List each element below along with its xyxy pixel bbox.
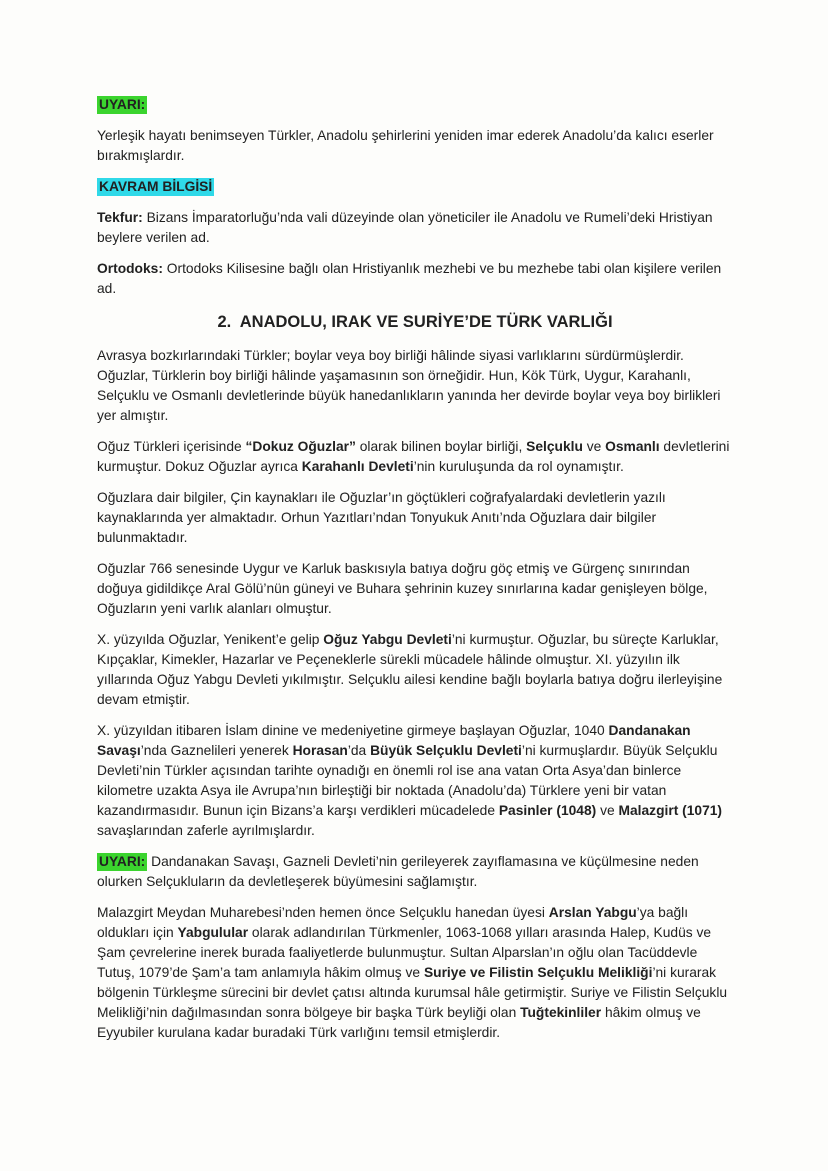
text-run: ’nin kuruluşunda da rol oynamıştır. xyxy=(413,459,624,474)
paragraph xyxy=(97,177,733,197)
bold-run: Malazgirt (1071) xyxy=(618,803,723,818)
bold-run: Büyük Selçuklu Devleti xyxy=(370,743,522,758)
bold-run: Oğuz Yabgu Devleti xyxy=(323,632,452,647)
paragraph xyxy=(97,437,733,477)
bold-run: 2. ANADOLU, IRAK VE SURİYE’DE TÜRK VARLIĞI xyxy=(217,313,613,331)
text-run: Malazgirt Meydan Muharebesi’nden hemen önce Selçuklu hanedan üyesi xyxy=(97,905,549,920)
text-run: X. yüzyılda Oğuzlar, Yenikent’e gelip xyxy=(97,632,324,647)
text-run: ’ni kurmuşlardır. Büyük Selçuklu Devleti’nin Türkler açısından tarihte oynadığı en önemli rol ise ana vatan Orta Asya’dan binlerce kilometre uzakta Asya ile Avrupa’nın birleştiği bir noktada (Anadolu’da) Türklere yeni bir vatan kazandırmasıdır. Bunun için Bizans’a karşı verdikleri mücadelede xyxy=(97,743,718,818)
bold-run: Horasan xyxy=(292,743,348,758)
bold-run: Suriye ve Filistin Selçuklu Melikliği xyxy=(423,965,653,980)
highlighted-label: UYARI: xyxy=(99,97,146,112)
bold-run: Dandanakan Savaşı xyxy=(97,723,691,758)
text-run: devletlerini kurmuştur. Dokuz Oğuzlar ayrıca xyxy=(97,439,730,474)
text-run: ’nda Gaznelileri yenerek xyxy=(140,743,293,758)
text-run: Avrasya bozkırlarındaki Türkler; boylar veya boy birliği hâlinde siyasi varlıklarını sürdürmüşlerdir. Oğuzlar, Türklerin boy birliği hâlinde yaşamasının son örneğidir. Hun, Kök Türk, Uygur, Karahanlı, Selçuklu ve Osmanlı devletlerinde büyük hanedanlıkların yanında her devirde boylar veya boy birlikleri yer almıştır. xyxy=(97,348,721,423)
section-heading xyxy=(97,310,733,334)
paragraph xyxy=(97,903,733,1043)
bold-run: Karahanlı Devleti xyxy=(301,459,414,474)
paragraph xyxy=(97,559,733,619)
bold-run: “Dokuz Oğuzlar” xyxy=(245,439,356,454)
text-run: ’ni kurmuştur. Oğuzlar, bu süreçte Karluklar, Kıpçaklar, Kimekler, Hazarlar ve Peçeneklerle sürekli mücadele hâlinde olmuştur. XI. yüzyılın ilk yıllarında Oğuz Yabgu Devleti yıkılmıştır. Selçuklu ailesi kendine bağlı boylarla batıya doğru ilerleyişine devam etmiştir. xyxy=(97,632,723,707)
text-run: savaşlarından zaferle ayrılmışlardır. xyxy=(97,823,315,838)
text-run: olarak adlandırılan Türkmenler, 1063-1068 yılları arasında Halep, Kudüs ve Şam çevrelerine inerek burada faaliyetlerde bulunmuştur. Sultan Alparslan’ın oğlu olan Tacüddevle Tutuş, 1079’de Şam’a tam anlamıyla hâkim olmuş ve xyxy=(97,925,712,980)
text-run: olarak bilinen boylar birliği, xyxy=(355,439,527,454)
bold-run: Tuğtekinliler xyxy=(520,1005,602,1020)
paragraph xyxy=(97,95,733,115)
paragraph xyxy=(97,630,733,710)
paragraph xyxy=(97,126,733,166)
text-run: X. yüzyıldan itibaren İslam dinine ve medeniyetine girmeye başlayan Oğuzlar, 1040 xyxy=(97,723,609,738)
text-run: Ortodoks Kilisesine bağlı olan Hristiyanlık mezhebi ve bu mezhebe tabi olan kişilere verilen ad. xyxy=(97,261,722,296)
paragraph xyxy=(97,259,733,299)
bold-run: Tekfur: xyxy=(97,210,147,225)
text-run: Yerleşik hayatı benimseyen Türkler, Anadolu şehirlerini yeniden imar ederek Anadolu’da kalıcı eserler bırakmışlardır. xyxy=(97,128,714,163)
text-run: Oğuz Türkleri içerisinde xyxy=(97,439,246,454)
text-run: Dandanakan Savaşı, Gazneli Devleti’nin gerileyerek zayıflamasına ve küçülmesine neden olurken Selçukluların da devletleşerek büyümesini sağlamıştır. xyxy=(97,854,699,889)
bold-run: Arslan Yabgu xyxy=(548,905,637,920)
highlighted-label: KAVRAM BİLGİSİ xyxy=(99,179,213,194)
text-run: Oğuzlar 766 senesinde Uygur ve Karluk baskısıyla batıya doğru göç etmiş ve Gürgenç sınırından doğuya gidildikçe Aral Gölü’nün güneyi ve Buhara şehrinin kuzey sınırlarına kadar genişleyen bölge, Oğuzların yeni varlık alanları olmuştur. xyxy=(97,561,708,616)
bold-run: Selçuklu xyxy=(526,439,583,454)
bold-run: Yabgulular xyxy=(177,925,249,940)
text-run: ’da xyxy=(347,743,371,758)
paragraph xyxy=(97,208,733,248)
text-run: hâkim olmuş ve Eyyubiler kurulana kadar buradaki Türk varlığını temsil etmişlerdir. xyxy=(97,1005,701,1040)
bold-run: Pasinler (1048) xyxy=(498,803,597,818)
text-run: ve xyxy=(596,803,619,818)
paragraph xyxy=(97,852,733,892)
text-run: Oğuzlara dair bilgiler, Çin kaynakları ile Oğuzlar’ın göçtükleri coğrafyalardaki devletlerin yazılı kaynaklarında yer almaktadır. Orhun Yazıtları’ndan Tonyukuk Anıtı’nda Oğuzlara dair bilgiler bulunmaktadır. xyxy=(97,490,666,545)
paragraph xyxy=(97,346,733,426)
text-run: ’ni kurarak bölgenin Türkleşme sürecini bir devlet çatısı altında kurumsal hâle getirmiştir. Suriye ve Filistin Selçuklu Melikliği’nin dağılmasından sonra bölgeye bir başka Türk beyliği olan xyxy=(97,965,728,1020)
bold-run: Osmanlı xyxy=(605,439,660,454)
text-run: ’ya bağlı oldukları için xyxy=(97,905,689,940)
text-run: ve xyxy=(582,439,606,454)
text-run: Bizans İmparatorluğu’nda vali düzeyinde olan yöneticiler ile Anadolu ve Rumeli’deki Hristiyan beylere verilen ad. xyxy=(97,210,713,245)
highlighted-label: UYARI: xyxy=(99,854,146,869)
paragraph xyxy=(97,721,733,841)
paragraph xyxy=(97,488,733,548)
bold-run: Ortodoks: xyxy=(97,261,167,276)
